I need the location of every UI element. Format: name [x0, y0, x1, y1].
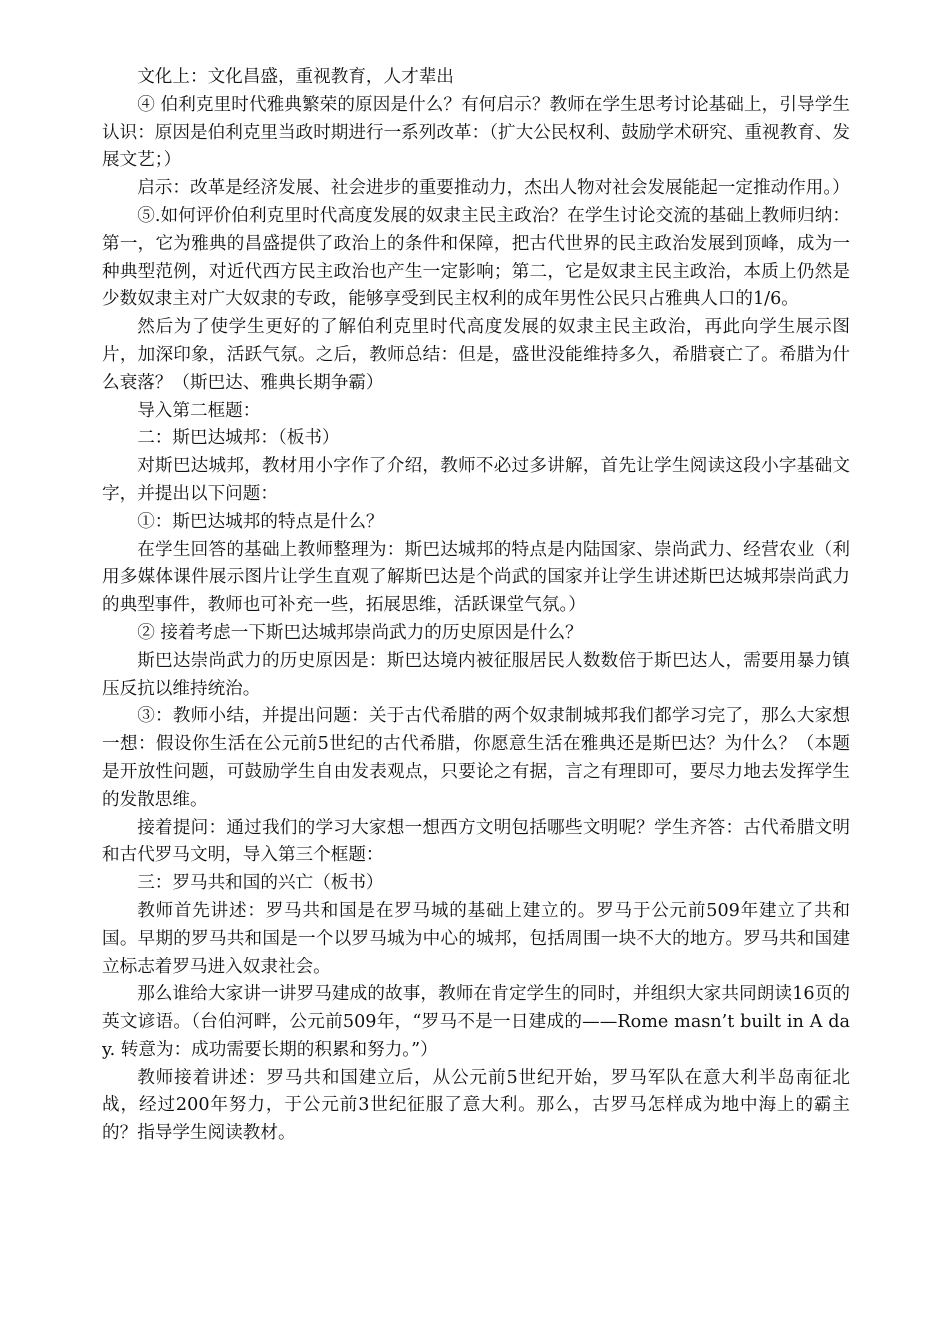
paragraph-intro-second-topic: 导入第二框题： [137, 400, 261, 421]
paragraph-rome-story: 那么谁给大家讲一讲罗马建成的故事，教师在肯定学生的同时，并组织大家共同朗读16页的英文谚语。（台伯河畔，公元前509年，“罗马不是一日建成的——Rome masn’t built in A day. 转意为：成功需要长期的积累和努力。”） [102, 984, 850, 1060]
paragraph-question-4: ④ 伯利克里时代雅典繁荣的原因是什么？有何启示？教师在学生思考讨论基础上，引导学生认识：原因是伯利克里当政时期进行一系列改革：（扩大公民权利、鼓励学术研究、重视教育、发展文艺；） [102, 94, 850, 171]
paragraph-question-3: ③：教师小结，并提出问题：关于古代希腊的两个奴隶制城邦我们都学习完了，那么大家想一想：假设你生活在公元前5世纪的古代希腊，你愿意生活在雅典还是斯巴达？为什么？（本题是开放性问题，可鼓励学生自由发表观点，只要论之有据，言之有理即可，要尽力地去发挥学生的发散思维。 [102, 706, 850, 810]
paragraph-culture: 文化上：文化昌盛，重视教育，人才辈出 [137, 67, 454, 87]
paragraph-answer-1: 在学生回答的基础上教师整理为：斯巴达城邦的特点是内陆国家、崇尚武力、经营农业（利用多媒体课件展示图片让学生直观了解斯巴达是个尚武的国家并让学生讲述斯巴达城邦崇尚武力的典型事件，教师也可补充一些，拓展思维，活跃课堂气氛。） [102, 539, 850, 616]
paragraph-summary: 然后为了使学生更好的了解伯利克里时代高度发展的奴隶主民主政治，再此向学生展示图片，加深印象，活跃气氛。之后，教师总结：但是，盛世没能维持多久，希腊衰亡了。希腊为什么衰落？（斯巴达、雅典长期争霸） [102, 317, 850, 393]
paragraph-question-2: ② 接着考虑一下斯巴达城邦崇尚武力的历史原因是什么？ [137, 622, 583, 643]
paragraph-roman-expansion: 教师接着讲述：罗马共和国建立后，从公元前5世纪开始，罗马军队在意大利半岛南征北战，经过200年努力，于公元前3世纪征服了意大利。那么，古罗马怎样成为地中海上的霸主的？指导学生阅读教材。 [102, 1067, 850, 1144]
document-body [102, 64, 850, 1148]
heading-roman-republic: 三：罗马共和国的兴亡（板书） [137, 873, 384, 894]
paragraph-roman-republic: 教师首先讲述：罗马共和国是在罗马城的基础上建立的。罗马于公元前509年建立了共和国。早期的罗马共和国是一个以罗马城为中心的城邦，包括周围一块不大的地方。罗马共和国建立标志着罗马进入奴隶社会。 [102, 900, 850, 977]
paragraph-question-5: ⑤.如何评价伯利克里时代高度发展的奴隶主民主政治？在学生讨论交流的基础上教师归纳：第一，它为雅典的昌盛提供了政治上的条件和保障，把古代世界的民主政治发展到顶峰，成为一种典型范例，对近代西方民主政治也产生一定影响；第二，它是奴隶主民主政治，本质上仍然是少数奴隶主对广大奴隶的专政，能够享受到民主权利的成年男性公民只占雅典人口的1/6。 [102, 205, 850, 310]
paragraph-answer-2: 斯巴达崇尚武力的历史原因是：斯巴达境内被征服居民人数数倍于斯巴达人，需要用暴力镇压反抗以维持统治。 [102, 650, 850, 699]
paragraph-inspiration: 启示：改革是经济发展、社会进步的重要推动力，杰出人物对社会发展能起一定推动作用。） [137, 178, 850, 199]
heading-sparta: 二：斯巴达城邦：（板书） [137, 428, 340, 449]
paragraph-western-civilization: 接着提问：通过我们的学习大家想一想西方文明包括哪些文明呢？学生齐答：古代希腊文明和古代罗马文明，导入第三个框题： [102, 817, 850, 866]
paragraph-question-1: ①：斯巴达城邦的特点是什么？ [137, 511, 384, 532]
paragraph-sparta-intro: 对斯巴达城邦，教材用小字作了介绍，教师不必过多讲解，首先让学生阅读这段小字基础文字，并提出以下问题： [102, 456, 850, 504]
